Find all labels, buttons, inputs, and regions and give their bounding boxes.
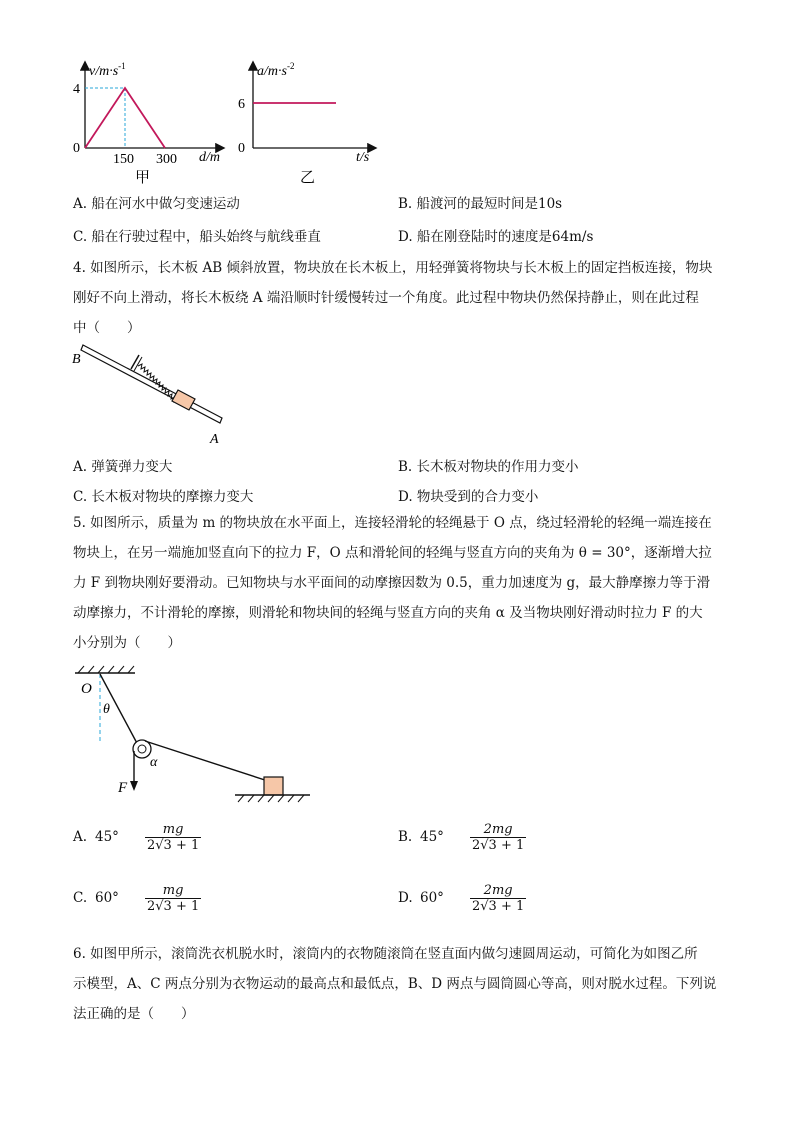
q4-option-d[interactable]: D. 物块受到的合力变小 [398, 489, 539, 505]
figure-pulley-system [70, 665, 320, 805]
q5-option-c[interactable] [73, 883, 201, 914]
q5-option-d-fraction [470, 883, 526, 914]
q4-option-a[interactable]: A. 弹簧弹力变大 [73, 459, 173, 475]
figure-jia-vd-graph [55, 55, 230, 190]
q5-option-b-letter: B. [398, 829, 413, 845]
q5-option-b[interactable] [398, 822, 526, 853]
q3-option-a[interactable]: A. 船在河水中做匀变速运动 [73, 196, 240, 212]
numerator: 2mg [483, 822, 513, 837]
label-F: F [118, 780, 128, 796]
y-axis-sup: -2 [286, 61, 295, 71]
y-tick-4: 4 [73, 82, 80, 97]
q5-option-c-angle: 60° [95, 890, 119, 906]
q6-stem-line-1: 6. 如图甲所示，滚筒洗衣机脱水时，滚筒内的衣物随滚筒在竖直面内做匀速圆周运动，可简化为如图乙所 [73, 946, 698, 962]
rope-pulley-to-block [145, 741, 271, 782]
force-F-arrowhead [130, 781, 138, 791]
q3-option-d[interactable]: D. 船在刚登陆时的速度是64m/s [398, 229, 594, 245]
q5-option-a-fraction [145, 822, 201, 853]
q6-stem-line-2: 示模型，A、C 两点分别为衣物运动的最高点和最低点，B、D 两点与圆筒圆心等高，则对脱水过程。下列说 [73, 976, 717, 992]
q5-option-c-fraction [145, 883, 201, 914]
q5-option-a-letter: A. [73, 829, 88, 845]
y-axis-label: $a/m\cdot s^{-2}$ [257, 61, 295, 79]
label-alpha: α [150, 755, 158, 770]
q4-option-b[interactable]: B. 长木板对物块的作用力变小 [398, 459, 579, 475]
floor-hatching [238, 795, 304, 802]
caption-jia: 甲 [135, 170, 151, 186]
numerator: 2mg [483, 883, 513, 898]
stopper-plate [131, 355, 139, 369]
q5-stem-line-2: 物块上，在另一端施加竖直向下的拉力 F，O 点和滑轮间的轻绳与竖直方向的夹角为 θ = 30°，逐渐增大拉 [73, 545, 712, 561]
q6-stem [73, 939, 743, 1029]
label-A: A [210, 432, 219, 447]
y-axis-sup: -1 [118, 61, 126, 71]
block [264, 777, 283, 795]
pulley-inner [138, 745, 146, 753]
q5-stem-line-4: 动摩擦力，不计滑轮的摩擦，则滑轮和物块间的轻绳与竖直方向的夹角 α 及当物块刚好滑动时拉力 F 的大 [73, 605, 703, 621]
label-B: B [72, 352, 81, 367]
q4-option-c[interactable]: C. 长木板对物块的摩擦力变大 [73, 489, 254, 505]
x-axis-label: t/s [356, 150, 370, 165]
long-board [81, 345, 222, 423]
denominator: 2√3 + 1 [472, 899, 525, 914]
numerator: mg [162, 883, 184, 898]
label-O: O [81, 681, 92, 697]
figure-yi-at-graph [230, 55, 390, 190]
y-tick-6: 6 [238, 97, 245, 112]
y-tick-0: 0 [73, 141, 80, 156]
numerator: mg [162, 822, 184, 837]
q5-option-b-fraction [470, 822, 526, 853]
ceiling-hatching [78, 666, 134, 673]
q4-stem-line-3: 中（ ） [73, 320, 141, 336]
denominator: 2√3 + 1 [147, 899, 200, 914]
label-theta: θ [103, 702, 110, 717]
q5-option-c-letter: C. [73, 890, 88, 906]
q3-option-c[interactable]: C. 船在行驶过程中，船头始终与航线垂直 [73, 229, 321, 245]
caption-yi: 乙 [300, 170, 316, 186]
denominator: 2√3 + 1 [472, 838, 525, 853]
x-axis-label: d/m [199, 150, 220, 165]
q4-stem-line-2: 刚好不向上滑动，将长木板绕 A 端沿顺时针缓慢转过一个角度。此过程中物块仍然保持静止，则在此过程 [73, 290, 699, 306]
figure-inclined-board [70, 340, 240, 450]
q3-option-b[interactable]: B. 船渡河的最短时间是10s [398, 196, 563, 212]
q5-stem-line-5: 小分别为（ ） [73, 635, 181, 651]
q4-stem [73, 253, 733, 343]
q4-stem-line-1: 4. 如图所示，长木板 AB 倾斜放置，物块放在长木板上，用轻弹簧将物块与长木板上的固定挡板连接，物块 [73, 260, 713, 276]
q5-option-d-letter: D. [398, 890, 413, 906]
q5-option-a[interactable] [73, 822, 201, 853]
q5-option-a-angle: 45° [95, 829, 119, 845]
y-axis-label: $v/m\cdot s^{-1}$ [89, 61, 126, 79]
q5-stem-line-1: 5. 如图所示，质量为 m 的物块放在水平面上，连接轻滑轮的轻绳悬于 O 点，绕过轻滑轮的轻绳一端连接在 [73, 515, 712, 531]
denominator: 2√3 + 1 [147, 838, 200, 853]
q5-option-d[interactable] [398, 883, 526, 914]
q5-stem-line-3: 力 F 到物块刚好要滑动。已知物块与水平面间的动摩擦因数为 0.5，重力加速度为 g，最大静摩擦力等于滑 [73, 575, 711, 591]
q5-option-d-angle: 60° [420, 890, 444, 906]
q5-stem [73, 508, 743, 658]
y-tick-0: 0 [238, 141, 245, 156]
q5-option-b-angle: 45° [420, 829, 444, 845]
x-tick-150: 150 [113, 152, 134, 167]
x-tick-300: 300 [156, 152, 177, 167]
q6-stem-line-3: 法正确的是（ ） [73, 1006, 195, 1022]
